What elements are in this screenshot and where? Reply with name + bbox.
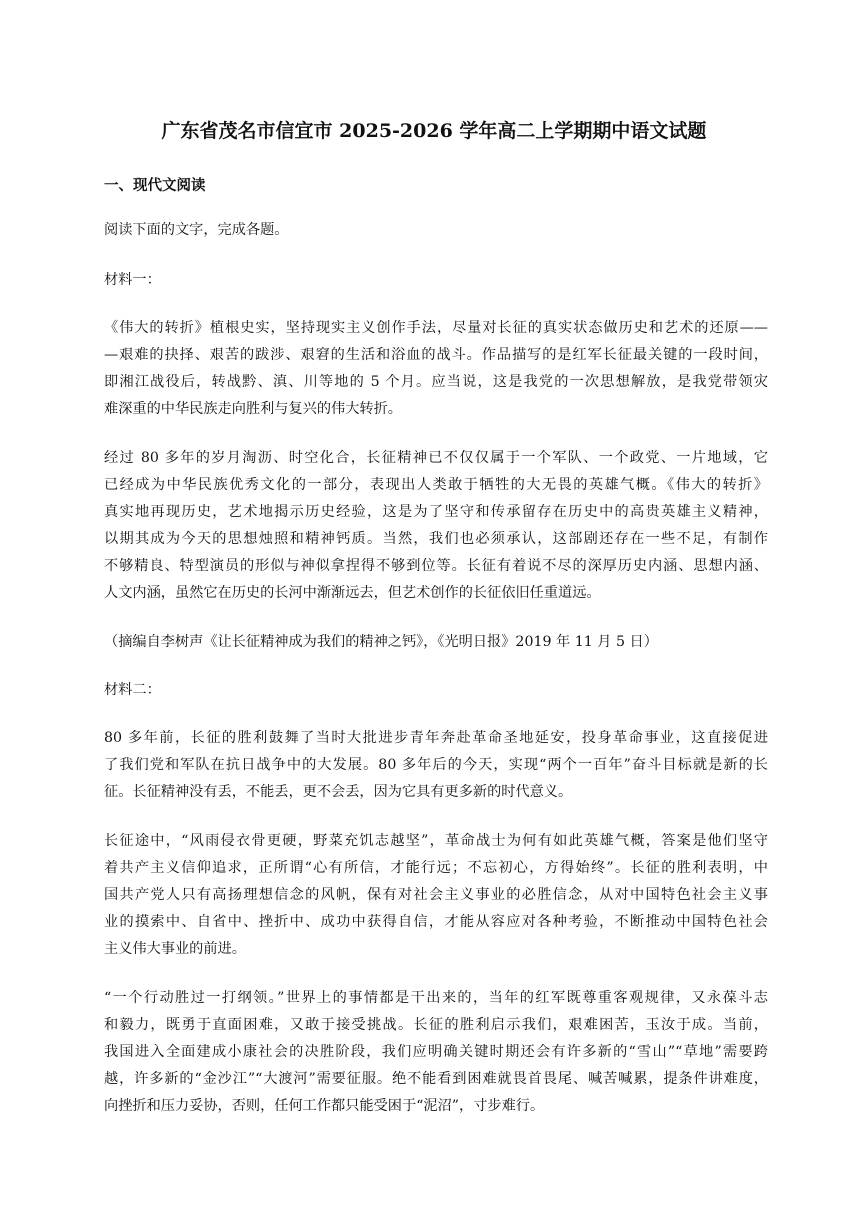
material2-para1-line: 了我们党和军队在抗日战争中的大发展。80 多年后的今天，实现“两个一百年”奋斗目标就是新的长 (104, 757, 768, 773)
material2-para2-line: 主义伟大事业的前进。 (104, 941, 246, 957)
material2-para3-line: 向挫折和压力妥协，否则，任何工作都只能受困于“泥沼”，寸步难行。 (104, 1098, 545, 1114)
material2-para3-line: 越，许多新的“金沙江”“大渡河”需要征服。绝不能看到困难就畏首畏尾、喊苦喊累，提条件讲难度， (104, 1071, 768, 1087)
material1-source: （摘编自李树声《让长征精神成为我们的精神之钙》，《光明日报》2019 年 11 月 5 日） (104, 634, 658, 650)
material2-para3-line: 我国进入全面建成小康社会的决胜阶段，我们应明确关键时期还会有许多新的“雪山”“草地”需要跨 (104, 1044, 768, 1060)
instruction-text: 阅读下面的文字，完成各题。 (104, 222, 289, 238)
material1-para1-line: 《伟大的转折》植根史实，坚持现实主义创作手法，尽量对长征的真实状态做历史和艺术的还原—— (104, 320, 768, 336)
material1-para2-line: 真实地再现历史，艺术地揭示历史经验，这是为了坚守和传承留存在历史中的高贵英雄主义精神， (104, 504, 768, 520)
material1-para1-line: 难深重的中华民族走向胜利与复兴的伟大转折。 (104, 401, 402, 417)
material2-para2-line: 业的摸索中、自省中、挫折中、成功中获得自信，才能从容应对各种考验，不断推动中国特色社会 (104, 914, 768, 930)
material1-para1-line: 即湘江战役后，转战黔、滇、川等地的 5 个月。应当说，这是我党的一次思想解放，是我党带领灾 (104, 374, 768, 390)
material1-para2-line: 经过 80 多年的岁月淘沥、时空化合，长征精神已不仅仅属于一个军队、一个政党、一片地域，它 (104, 450, 768, 466)
material2-para2-line: 着共产主义信仰追求，正所谓“心有所信，才能行远；不忘初心，方得始终”。长征的胜利表明，中 (104, 860, 768, 876)
material1-para2-line: 人文内涵，虽然它在历史的长河中渐渐远去，但艺术创作的长征依旧任重道远。 (104, 585, 601, 601)
material2-para1-line: 80 多年前，长征的胜利鼓舞了当时大批进步青年奔赴革命圣地延安，投身革命事业，这直接促进 (104, 730, 768, 746)
material1-para2-line: 已经成为中华民族优秀文化的一部分，表现出人类敢于牺牲的大无畏的英雄气概。《伟大的转折》 (104, 477, 768, 493)
material1-para2-line: 以期其成为今天的思想烛照和精神钙质。当然，我们也必须承认，这部剧还存在一些不足，有制作 (104, 531, 768, 547)
page-title: 广东省茂名市信宜市 2025-2026 学年高二上学期期中语文试题 (161, 120, 707, 142)
material1-para1-line: —艰难的抉择、艰苦的跋涉、艰窘的生活和浴血的战斗。作品描写的是红军长征最关键的一段时间， (104, 347, 768, 363)
material2-para1-line: 征。长征精神没有丢，不能丢，更不会丢，因为它具有更多新的时代意义。 (104, 784, 573, 800)
material1-para2-line: 不够精良、特型演员的形似与神似拿捏得不够到位等。长征有着说不尽的深厚历史内涵、思想内涵、 (104, 558, 768, 574)
material2-para2-line: 长征途中，“风雨侵衣骨更硬，野菜充饥志越坚”，革命战士为何有如此英雄气概，答案是他们坚守 (104, 833, 768, 849)
material2-para3-line: “一个行动胜过一打纲领。”世界上的事情都是干出来的，当年的红军既尊重客观规律，又永葆斗志 (104, 990, 768, 1006)
material2-para3-line: 和毅力，既勇于直面困难，又敢于接受挑战。长征的胜利启示我们，艰难困苦，玉汝于成。当前， (104, 1017, 768, 1033)
material2-label: 材料二： (104, 682, 161, 698)
material2-para2-line: 国共产党人只有高扬理想信念的风帆，保有对社会主义事业的必胜信念，从对中国特色社会主义事 (104, 887, 768, 903)
material1-label: 材料一： (104, 272, 161, 288)
section-heading: 一、现代文阅读 (104, 178, 206, 194)
